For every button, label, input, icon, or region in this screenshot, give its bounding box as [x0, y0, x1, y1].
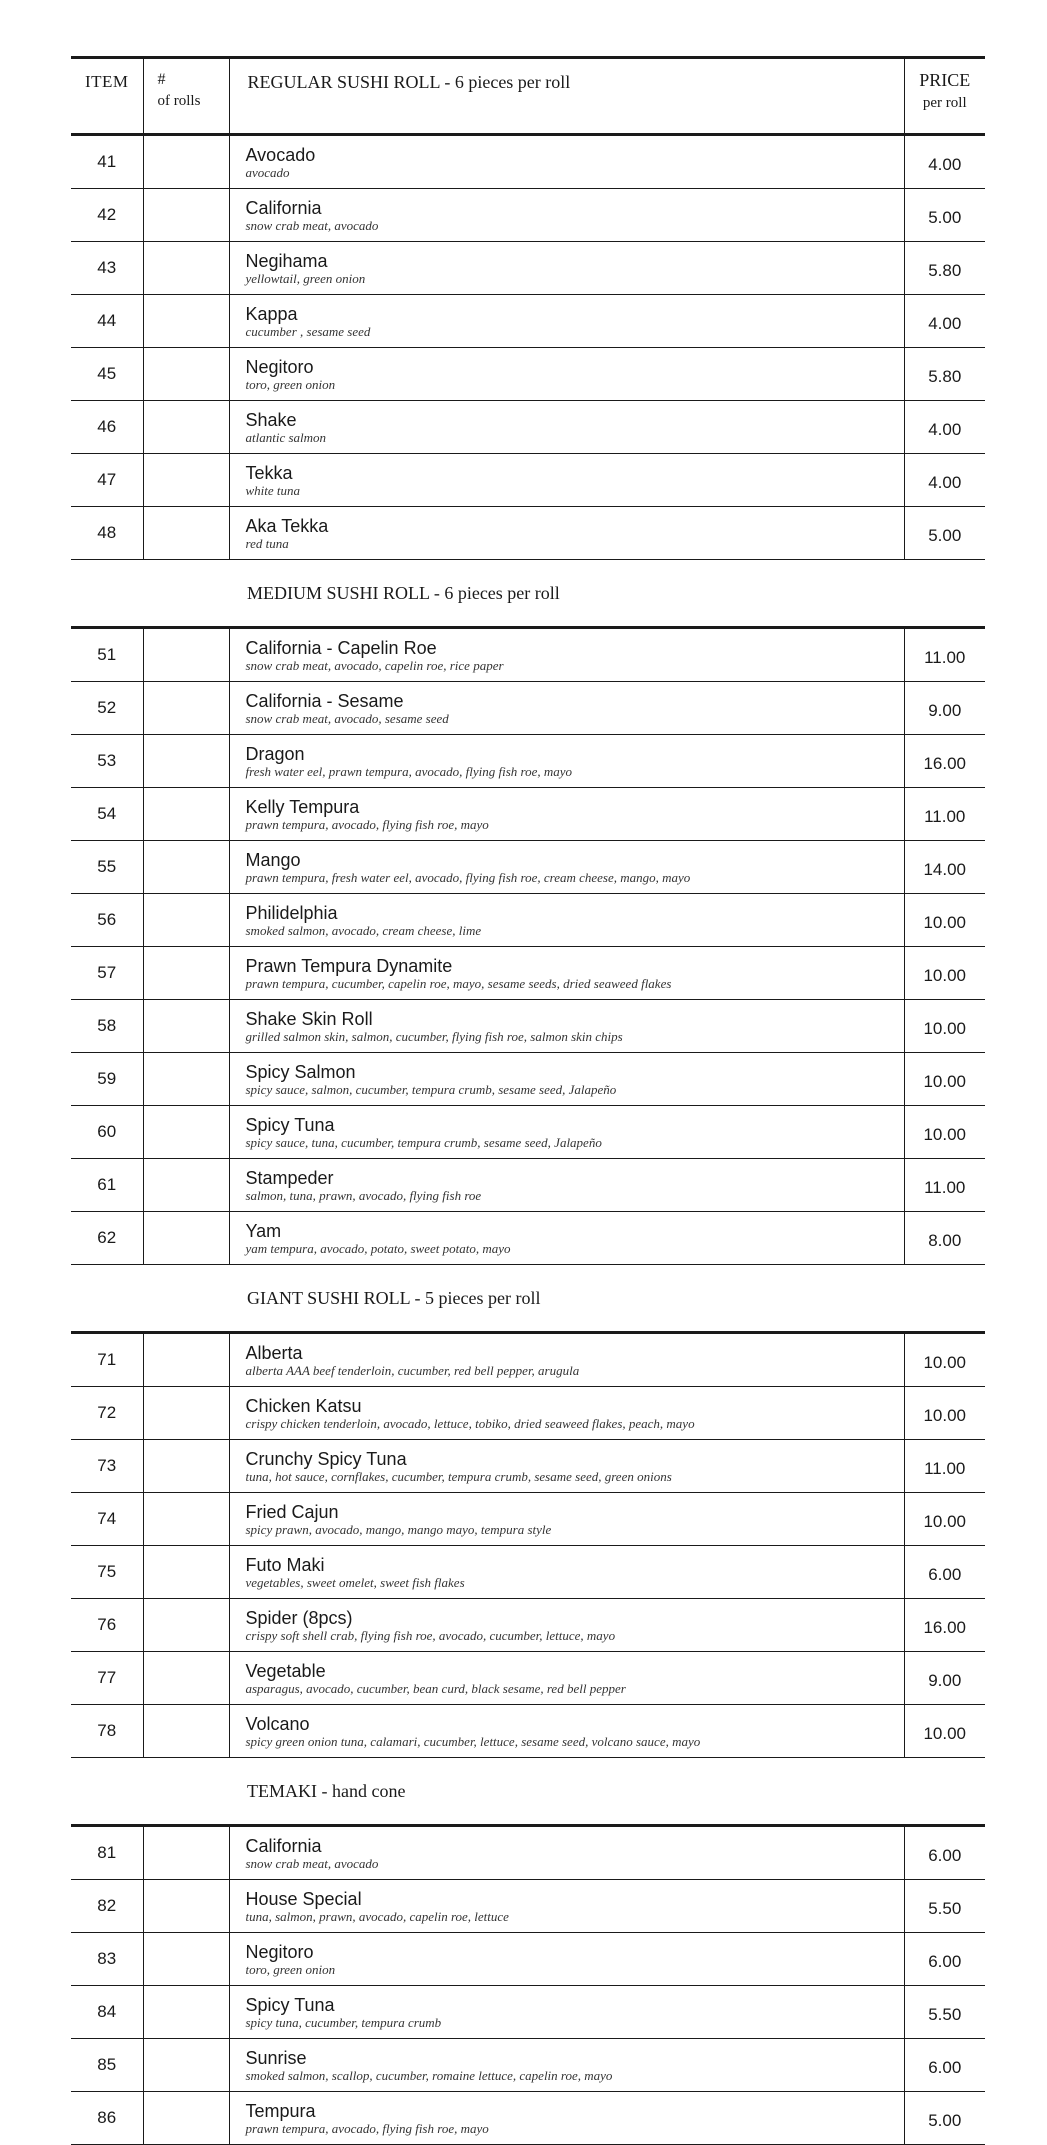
item-ingredients: toro, green onion	[245, 376, 336, 392]
item-price: 11.00	[904, 628, 985, 682]
rolls-count-cell	[143, 841, 229, 894]
item-name: Kelly Tempura	[245, 796, 360, 817]
item-description-cell	[229, 2092, 904, 2145]
item-ingredients: snow crab meat, avocado	[245, 217, 379, 233]
menu-item-row	[71, 1546, 985, 1599]
rolls-count-cell	[143, 1880, 229, 1933]
item-number: 56	[71, 894, 143, 947]
item-number: 73	[71, 1440, 143, 1493]
item-ingredients: smoked salmon, scallop, cucumber, romaine lettuce, capelin roe, mayo	[245, 2067, 613, 2083]
item-name: California - Capelin Roe	[245, 637, 437, 658]
item-number: 43	[71, 242, 143, 295]
menu-item-row	[71, 788, 985, 841]
item-name: Crunchy Spicy Tuna	[245, 1448, 407, 1469]
item-ingredients: spicy sauce, salmon, cucumber, tempura crumb, sesame seed, Jalapeño	[245, 1081, 617, 1097]
item-ingredients: cucumber , sesame seed	[245, 323, 371, 339]
item-number: 75	[71, 1546, 143, 1599]
menu-item-row	[71, 454, 985, 507]
rolls-count-cell	[143, 454, 229, 507]
rolls-count-cell	[143, 947, 229, 1000]
item-description-cell	[229, 1546, 904, 1599]
section-spacer	[71, 1758, 143, 1826]
item-ingredients: spicy sauce, tuna, cucumber, tempura crumb, sesame seed, Jalapeño	[245, 1134, 602, 1150]
item-ingredients: prawn tempura, cucumber, capelin roe, mayo, sesame seeds, dried seaweed flakes	[245, 975, 672, 991]
item-price: 16.00	[904, 735, 985, 788]
rolls-count-cell	[143, 1986, 229, 2039]
item-number: 72	[71, 1387, 143, 1440]
item-name: Kappa	[245, 303, 298, 324]
item-description-cell	[229, 507, 904, 560]
item-description-cell	[229, 1986, 904, 2039]
item-price: 10.00	[904, 1387, 985, 1440]
rolls-count-cell	[143, 1387, 229, 1440]
item-ingredients: white tuna	[245, 482, 301, 498]
item-price: 11.00	[904, 1159, 985, 1212]
item-number: 84	[71, 1986, 143, 2039]
item-name: Spider (8pcs)	[245, 1607, 353, 1628]
item-description-cell	[229, 1440, 904, 1493]
item-number: 51	[71, 628, 143, 682]
item-description-cell	[229, 348, 904, 401]
item-description-cell	[229, 841, 904, 894]
rolls-count-cell	[143, 1599, 229, 1652]
item-ingredients: crispy chicken tenderloin, avocado, lettuce, tobiko, dried seaweed flakes, peach, mayo	[245, 1415, 695, 1431]
item-price: 11.00	[904, 788, 985, 841]
item-name: Futo Maki	[245, 1554, 325, 1575]
rolls-count-cell	[143, 1705, 229, 1758]
item-description-cell	[229, 1333, 904, 1387]
item-price: 10.00	[904, 1000, 985, 1053]
menu-item-row	[71, 1826, 985, 1880]
item-name: Yam	[245, 1220, 282, 1241]
item-description-cell	[229, 401, 904, 454]
item-name: Chicken Katsu	[245, 1395, 362, 1416]
item-ingredients: spicy tuna, cucumber, tempura crumb	[245, 2014, 442, 2030]
item-price: 6.00	[904, 1933, 985, 1986]
item-ingredients: asparagus, avocado, cucumber, bean curd, black sesame, red bell pepper	[245, 1680, 626, 1696]
item-price: 8.00	[904, 1212, 985, 1265]
rolls-count-cell	[143, 628, 229, 682]
item-price: 9.00	[904, 682, 985, 735]
menu-item-row	[71, 2092, 985, 2145]
menu-item-row	[71, 841, 985, 894]
item-number: 85	[71, 2039, 143, 2092]
menu-item-row	[71, 1493, 985, 1546]
item-price: 4.00	[904, 454, 985, 507]
menu-item-row	[71, 1440, 985, 1493]
item-ingredients: spicy green onion tuna, calamari, cucumber, lettuce, sesame seed, volcano sauce, mayo	[245, 1733, 701, 1749]
section-header-row	[71, 1758, 985, 1826]
menu-item-row	[71, 135, 985, 189]
rolls-count-cell	[143, 295, 229, 348]
menu-item-row	[71, 507, 985, 560]
item-ingredients: crispy soft shell crab, flying fish roe, avocado, cucumber, lettuce, mayo	[245, 1627, 616, 1643]
item-ingredients: spicy prawn, avocado, mango, mango mayo, tempura style	[245, 1521, 552, 1537]
menu-item-row	[71, 2039, 985, 2092]
item-description-cell	[229, 682, 904, 735]
item-number: 82	[71, 1880, 143, 1933]
item-name: Stampeder	[245, 1167, 334, 1188]
item-name: Prawn Tempura Dynamite	[245, 955, 453, 976]
item-price: 6.00	[904, 2039, 985, 2092]
item-description-cell	[229, 242, 904, 295]
item-price: 6.00	[904, 1826, 985, 1880]
item-description-cell	[229, 1106, 904, 1159]
item-name: Fried Cajun	[245, 1501, 339, 1522]
menu-item-row	[71, 242, 985, 295]
item-price: 14.00	[904, 841, 985, 894]
menu-item-row	[71, 1159, 985, 1212]
item-description-cell	[229, 1053, 904, 1106]
item-number: 47	[71, 454, 143, 507]
item-description-cell	[229, 894, 904, 947]
item-price: 5.80	[904, 242, 985, 295]
item-name: Vegetable	[245, 1660, 326, 1681]
menu-item-row	[71, 348, 985, 401]
item-price: 4.00	[904, 401, 985, 454]
item-price: 10.00	[904, 947, 985, 1000]
item-number: 55	[71, 841, 143, 894]
item-number: 59	[71, 1053, 143, 1106]
item-ingredients: alberta AAA beef tenderloin, cucumber, red bell pepper, arugula	[245, 1362, 580, 1378]
item-ingredients: snow crab meat, avocado	[245, 1855, 379, 1871]
item-number: 58	[71, 1000, 143, 1053]
menu-item-row	[71, 1106, 985, 1159]
item-price: 10.00	[904, 1106, 985, 1159]
item-description-cell	[229, 735, 904, 788]
item-ingredients: smoked salmon, avocado, cream cheese, lime	[245, 922, 482, 938]
item-ingredients: atlantic salmon	[245, 429, 327, 445]
item-price: 10.00	[904, 894, 985, 947]
item-ingredients: yellowtail, green onion	[245, 270, 366, 286]
item-ingredients: tuna, hot sauce, cornflakes, cucumber, tempura crumb, sesame seed, green onions	[245, 1468, 672, 1484]
item-ingredients: tuna, salmon, prawn, avocado, capelin roe, lettuce	[245, 1908, 509, 1924]
item-name: Volcano	[245, 1713, 310, 1734]
rolls-count-cell	[143, 1826, 229, 1880]
item-number: 81	[71, 1826, 143, 1880]
item-description-cell	[229, 1212, 904, 1265]
item-number: 52	[71, 682, 143, 735]
item-number: 86	[71, 2092, 143, 2145]
rolls-count-cell	[143, 1333, 229, 1387]
item-description-cell	[229, 1880, 904, 1933]
section-header-row	[71, 560, 985, 628]
rolls-count-cell	[143, 735, 229, 788]
item-number: 61	[71, 1159, 143, 1212]
item-number: 41	[71, 135, 143, 189]
item-number: 46	[71, 401, 143, 454]
price-label: PRICE	[919, 70, 971, 90]
item-number: 54	[71, 788, 143, 841]
item-name: Alberta	[245, 1342, 303, 1363]
item-name: California	[245, 197, 322, 218]
item-ingredients: toro, green onion	[245, 1961, 336, 1977]
menu-item-row	[71, 1652, 985, 1705]
item-price: 4.00	[904, 295, 985, 348]
rolls-count-cell	[143, 2092, 229, 2145]
item-price: 10.00	[904, 1333, 985, 1387]
rolls-count-cell	[143, 507, 229, 560]
menu-item-row	[71, 1333, 985, 1387]
section-title: REGULAR SUSHI ROLL - 6 pieces per roll	[229, 58, 904, 135]
item-ingredients: fresh water eel, prawn tempura, avocado, flying fish roe, mayo	[245, 763, 573, 779]
menu-item-row	[71, 1387, 985, 1440]
item-number: 77	[71, 1652, 143, 1705]
item-name: Negitoro	[245, 1941, 314, 1962]
rolls-count-cell	[143, 1440, 229, 1493]
section-spacer	[143, 1758, 229, 1826]
rolls-count-cell	[143, 1212, 229, 1265]
item-description-cell	[229, 1159, 904, 1212]
item-ingredients: salmon, tuna, prawn, avocado, flying fish roe	[245, 1187, 482, 1203]
item-name: California - Sesame	[245, 690, 404, 711]
section-title: MEDIUM SUSHI ROLL - 6 pieces per roll	[247, 582, 560, 603]
item-price: 16.00	[904, 1599, 985, 1652]
item-description-cell	[229, 1387, 904, 1440]
menu-item-row	[71, 628, 985, 682]
rolls-count-cell	[143, 1159, 229, 1212]
rolls-count-cell	[143, 1546, 229, 1599]
item-description-cell	[229, 947, 904, 1000]
item-number: 60	[71, 1106, 143, 1159]
menu-item-row	[71, 1212, 985, 1265]
item-column-header: ITEM	[71, 58, 143, 135]
menu-table	[71, 56, 985, 2145]
rolls-count-cell	[143, 1000, 229, 1053]
section-spacer	[143, 1265, 229, 1333]
item-description-cell	[229, 1000, 904, 1053]
item-number: 76	[71, 1599, 143, 1652]
item-name: Mango	[245, 849, 301, 870]
rolls-count-cell	[143, 788, 229, 841]
section-spacer	[71, 1265, 143, 1333]
item-name: Philidelphia	[245, 902, 338, 923]
rolls-count-cell	[143, 242, 229, 295]
item-price: 5.50	[904, 1880, 985, 1933]
item-ingredients: grilled salmon skin, salmon, cucumber, flying fish roe, salmon skin chips	[245, 1028, 623, 1044]
item-ingredients: yam tempura, avocado, potato, sweet potato, mayo	[245, 1240, 511, 1256]
item-price: 6.00	[904, 1546, 985, 1599]
item-name: Negitoro	[245, 356, 314, 377]
item-name: Sunrise	[245, 2047, 307, 2068]
menu-item-row	[71, 682, 985, 735]
item-name: Shake Skin Roll	[245, 1008, 373, 1029]
rolls-count-cell	[143, 1652, 229, 1705]
menu-item-row	[71, 894, 985, 947]
item-price: 5.50	[904, 1986, 985, 2039]
menu-item-row	[71, 1000, 985, 1053]
menu-item-row	[71, 1986, 985, 2039]
rolls-count-cell	[143, 348, 229, 401]
item-ingredients: snow crab meat, avocado, capelin roe, rice paper	[245, 657, 504, 673]
sushi-menu	[71, 56, 985, 2145]
item-name: Tempura	[245, 2100, 316, 2121]
item-description-cell	[229, 1826, 904, 1880]
rolls-count-cell	[143, 189, 229, 242]
rolls-hash-label: #	[157, 71, 166, 88]
item-description-cell	[229, 1705, 904, 1758]
section-header-row	[71, 1265, 985, 1333]
item-ingredients: prawn tempura, avocado, flying fish roe, mayo	[245, 2120, 489, 2136]
item-name: Spicy Tuna	[245, 1114, 335, 1135]
item-name: California	[245, 1835, 322, 1856]
item-ingredients: avocado	[245, 164, 290, 180]
item-name: Dragon	[245, 743, 305, 764]
column-header-row	[71, 58, 985, 135]
item-description-cell	[229, 454, 904, 507]
item-price: 11.00	[904, 1440, 985, 1493]
item-price: 5.00	[904, 189, 985, 242]
item-number: 48	[71, 507, 143, 560]
item-ingredients: prawn tempura, avocado, flying fish roe, mayo	[245, 816, 489, 832]
item-ingredients: vegetables, sweet omelet, sweet fish flakes	[245, 1574, 465, 1590]
menu-item-row	[71, 295, 985, 348]
price-column-header	[904, 58, 985, 135]
item-number: 53	[71, 735, 143, 788]
section-spacer	[71, 560, 143, 628]
item-ingredients: prawn tempura, fresh water eel, avocado, flying fish roe, cream cheese, mango, mayo	[245, 869, 691, 885]
item-name: Shake	[245, 409, 297, 430]
menu-item-row	[71, 1880, 985, 1933]
menu-item-row	[71, 1933, 985, 1986]
item-number: 83	[71, 1933, 143, 1986]
item-description-cell	[229, 1933, 904, 1986]
menu-item-row	[71, 401, 985, 454]
item-number: 74	[71, 1493, 143, 1546]
item-number: 42	[71, 189, 143, 242]
menu-item-row	[71, 1705, 985, 1758]
menu-item-row	[71, 1599, 985, 1652]
rolls-count-cell	[143, 135, 229, 189]
item-price: 10.00	[904, 1705, 985, 1758]
rolls-count-cell	[143, 682, 229, 735]
item-price: 5.00	[904, 2092, 985, 2145]
price-sub-label: per roll	[922, 95, 967, 111]
item-number: 45	[71, 348, 143, 401]
item-description-cell	[229, 189, 904, 242]
section-spacer	[143, 560, 229, 628]
rolls-count-cell	[143, 1053, 229, 1106]
item-description-cell	[229, 295, 904, 348]
rolls-count-cell	[143, 401, 229, 454]
item-price: 9.00	[904, 1652, 985, 1705]
item-number: 71	[71, 1333, 143, 1387]
item-ingredients: snow crab meat, avocado, sesame seed	[245, 710, 449, 726]
rolls-count-cell	[143, 1493, 229, 1546]
menu-item-row	[71, 735, 985, 788]
section-title: GIANT SUSHI ROLL - 5 pieces per roll	[247, 1287, 541, 1308]
item-description-cell	[229, 1652, 904, 1705]
item-description-cell	[229, 2039, 904, 2092]
item-name: House Special	[245, 1888, 362, 1909]
menu-item-row	[71, 189, 985, 242]
item-name: Spicy Salmon	[245, 1061, 356, 1082]
item-description-cell	[229, 628, 904, 682]
rolls-column-header	[143, 58, 229, 135]
rolls-count-cell	[143, 1933, 229, 1986]
item-number: 78	[71, 1705, 143, 1758]
rolls-sub-label: of rolls	[157, 93, 201, 109]
item-price: 10.00	[904, 1053, 985, 1106]
item-number: 44	[71, 295, 143, 348]
item-price: 10.00	[904, 1493, 985, 1546]
item-description-cell	[229, 135, 904, 189]
item-price: 5.80	[904, 348, 985, 401]
item-number: 57	[71, 947, 143, 1000]
item-price: 4.00	[904, 135, 985, 189]
section-title: TEMAKI - hand cone	[247, 1780, 406, 1801]
rolls-count-cell	[143, 1106, 229, 1159]
item-number: 62	[71, 1212, 143, 1265]
item-ingredients: red tuna	[245, 535, 289, 551]
item-name: Tekka	[245, 462, 293, 483]
item-description-cell	[229, 1599, 904, 1652]
rolls-count-cell	[143, 2039, 229, 2092]
menu-item-row	[71, 947, 985, 1000]
item-name: Avocado	[245, 144, 316, 165]
item-name: Aka Tekka	[245, 515, 329, 536]
menu-item-row	[71, 1053, 985, 1106]
item-description-cell	[229, 788, 904, 841]
item-name: Negihama	[245, 250, 328, 271]
item-price: 5.00	[904, 507, 985, 560]
item-description-cell	[229, 1493, 904, 1546]
item-name: Spicy Tuna	[245, 1994, 335, 2015]
rolls-count-cell	[143, 894, 229, 947]
